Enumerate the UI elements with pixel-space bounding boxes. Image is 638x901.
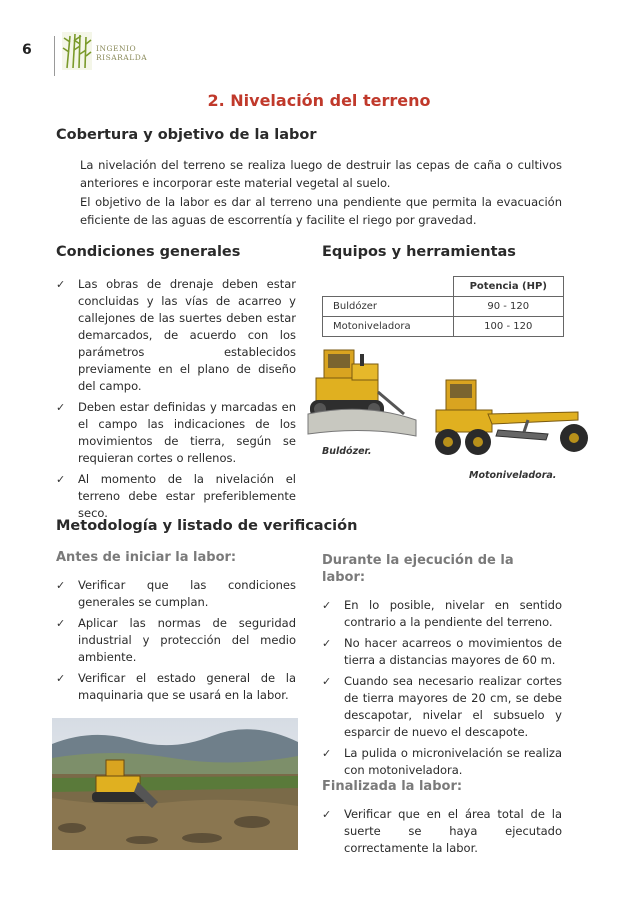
check-icon: ✓ bbox=[322, 637, 332, 650]
antes-heading: Antes de iniciar la labor: bbox=[56, 550, 237, 565]
equipos-heading: Equipos y herramientas bbox=[322, 244, 516, 260]
antes-list bbox=[56, 577, 296, 708]
check-icon: ✓ bbox=[56, 617, 66, 630]
motor-grader-image bbox=[428, 372, 598, 462]
logo-line-1: INGENIO bbox=[96, 44, 137, 53]
header-divider bbox=[54, 36, 55, 76]
section-title: 2. Nivelación del terreno bbox=[207, 91, 431, 110]
check-icon: ✓ bbox=[322, 808, 332, 821]
table-header-power: Potencia (HP) bbox=[453, 277, 564, 297]
check-icon: ✓ bbox=[322, 599, 332, 612]
table-row bbox=[323, 297, 564, 317]
list-item-text: Deben estar definidas y marcadas en el campo las indicaciones de los movimientos de tierra, según se requieran cortes o rellenos. bbox=[78, 400, 296, 465]
cobertura-paragraph-1: La nivelación del terreno se realiza luego de destruir las cepas de caña o cultivos anteriores e incorporar este material vegetal al suelo. bbox=[80, 158, 562, 190]
list-item bbox=[56, 399, 296, 467]
list-item-text: Verificar que las condiciones generales se cumplan. bbox=[78, 578, 296, 609]
list-item bbox=[56, 577, 296, 611]
check-icon: ✓ bbox=[56, 401, 66, 414]
field-leveling-photo bbox=[52, 718, 298, 850]
list-item bbox=[56, 276, 296, 395]
list-item bbox=[56, 471, 296, 522]
bulldozer-image bbox=[304, 342, 420, 442]
list-item bbox=[56, 615, 296, 666]
list-item-text: En lo posible, nivelar en sentido contrario a la pendiente del terreno. bbox=[344, 598, 562, 629]
finalizada-heading: Finalizada la labor: bbox=[322, 779, 463, 794]
finalizada-list bbox=[322, 806, 562, 861]
bulldozer-caption: Buldózer. bbox=[322, 446, 372, 457]
list-item bbox=[322, 635, 562, 669]
table-empty-cell bbox=[323, 277, 454, 297]
cane-logo-icon bbox=[62, 32, 92, 70]
page-number: 6 bbox=[22, 42, 32, 58]
table-row bbox=[323, 317, 564, 337]
list-item-text: La pulida o micronivelación se realiza con motoniveladora. bbox=[344, 746, 562, 777]
logo-line-2: RISARALDA bbox=[96, 53, 148, 62]
check-icon: ✓ bbox=[322, 675, 332, 688]
table-cell-power: 90 - 120 bbox=[453, 297, 564, 317]
check-icon: ✓ bbox=[56, 278, 66, 291]
list-item bbox=[322, 745, 562, 779]
check-icon: ✓ bbox=[56, 672, 66, 685]
check-icon: ✓ bbox=[56, 473, 66, 486]
list-item bbox=[322, 806, 562, 857]
list-item bbox=[322, 597, 562, 631]
list-item bbox=[56, 670, 296, 704]
table-header-row bbox=[323, 277, 564, 297]
check-icon: ✓ bbox=[322, 747, 332, 760]
grader-caption: Motoniveladora. bbox=[469, 470, 557, 481]
durante-heading: Durante la ejecución de la labor: bbox=[322, 553, 514, 585]
condiciones-heading: Condiciones generales bbox=[56, 244, 241, 260]
condiciones-list bbox=[56, 276, 296, 526]
list-item-text: Las obras de drenaje deben estar concluidas y las vías de acarreo y callejones de las suertes deben estar demarcados, de acuerdo con los parámetros establecidos previamente en el plano de diseño del campo. bbox=[78, 277, 296, 393]
table-cell-power: 100 - 120 bbox=[453, 317, 564, 337]
list-item bbox=[322, 673, 562, 741]
list-item-text: Verificar el estado general de la maquinaria que se usará en la labor. bbox=[78, 671, 296, 702]
cobertura-heading: Cobertura y objetivo de la labor bbox=[56, 127, 317, 143]
check-icon: ✓ bbox=[56, 579, 66, 592]
equipment-table bbox=[322, 276, 564, 337]
cobertura-paragraph-2: El objetivo de la labor es dar al terreno una pendiente que permita la evacuación eficiente de las aguas de escorrentía y facilite el riego por gravedad. bbox=[80, 195, 562, 227]
table-cell-name: Buldózer bbox=[323, 297, 454, 317]
list-item-text: Al momento de la nivelación el terreno debe estar preferiblemente seco. bbox=[78, 472, 296, 520]
list-item-text: Cuando sea necesario realizar cortes de tierra mayores de 20 cm, se debe descapotar, nivelar el subsuelo y esparcir de nuevo el descapote. bbox=[344, 674, 562, 739]
list-item-text: Aplicar las normas de seguridad industrial y protección del medio ambiente. bbox=[78, 616, 296, 664]
list-item-text: No hacer acarreos o movimientos de tierra a distancias mayores de 60 m. bbox=[344, 636, 562, 667]
logo-text bbox=[96, 44, 147, 62]
metodologia-heading: Metodología y listado de verificación bbox=[56, 518, 358, 534]
list-item-text: Verificar que en el área total de la suerte se haya ejecutado correctamente la labor. bbox=[344, 807, 562, 855]
table-cell-name: Motoniveladora bbox=[323, 317, 454, 337]
durante-list bbox=[322, 597, 562, 783]
